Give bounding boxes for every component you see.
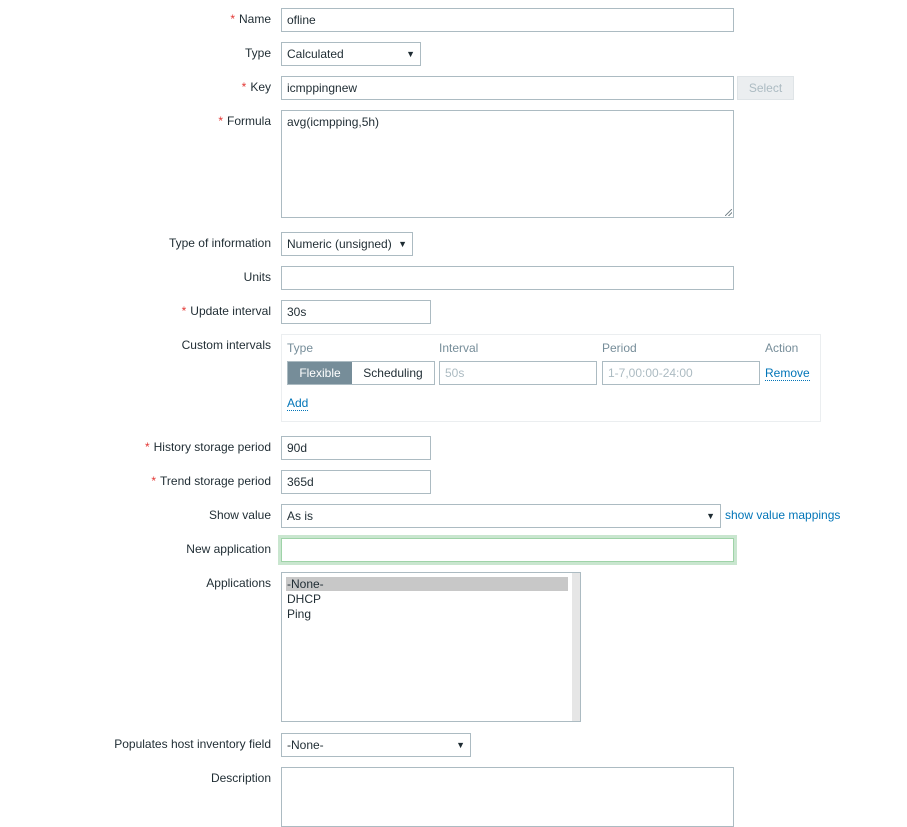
applications-option-ping[interactable]: Ping: [287, 607, 312, 621]
flexible-toggle[interactable]: Flexible: [288, 362, 352, 384]
update-interval-input[interactable]: 30s: [281, 300, 431, 324]
type-of-information-label: Type of information: [168, 236, 271, 250]
trend-storage-input[interactable]: 365d: [281, 470, 431, 494]
required-marker: *: [151, 474, 157, 488]
add-interval-link[interactable]: Add: [287, 396, 309, 410]
required-marker: *: [144, 440, 150, 454]
description-textarea[interactable]: [281, 767, 734, 827]
interval-type-toggle: [287, 361, 435, 385]
show-value-mappings-link[interactable]: show value mappings: [725, 508, 841, 522]
type-of-information-select[interactable]: [281, 232, 413, 256]
units-label: Units: [243, 270, 271, 284]
formula-textarea[interactable]: [281, 110, 734, 218]
history-storage-label: * History storage period: [144, 440, 271, 454]
applications-scrollbar[interactable]: [572, 573, 580, 721]
header-interval: Interval: [439, 341, 479, 355]
caret-down-icon: ▼: [398, 239, 407, 249]
period-input[interactable]: 1-7,00:00-24:00: [602, 361, 760, 385]
show-value-select[interactable]: [281, 504, 721, 528]
type-select-value: Calculated: [287, 47, 344, 61]
inventory-field-value: -None-: [287, 738, 324, 752]
type-label: Type: [244, 46, 271, 60]
custom-intervals-label: Custom intervals: [181, 338, 271, 352]
key-select-button[interactable]: Select: [737, 76, 794, 100]
required-marker: *: [218, 114, 223, 128]
type-of-information-value: Numeric (unsigned): [287, 237, 392, 251]
interval-input[interactable]: 50s: [439, 361, 597, 385]
formula-text: avg(icmpping,5h): [287, 115, 380, 129]
show-value-select-value: As is: [287, 509, 314, 523]
applications-option-none[interactable]: -None-: [286, 577, 568, 591]
header-action: Action: [765, 341, 799, 355]
inventory-field-select[interactable]: [281, 733, 471, 757]
remove-link[interactable]: Remove: [765, 366, 810, 380]
header-period: Period: [602, 341, 637, 355]
key-input[interactable]: icmppingnew: [281, 76, 734, 100]
description-label: Description: [210, 771, 271, 785]
inventory-field-label: Populates host inventory field: [114, 737, 271, 751]
resize-grip-icon[interactable]: [725, 209, 732, 216]
applications-label: Applications: [206, 576, 271, 590]
name-label: * Name: [230, 12, 271, 26]
update-interval-label: * Update interval: [181, 304, 271, 318]
new-application-input[interactable]: [281, 538, 734, 562]
caret-down-icon: ▼: [706, 511, 715, 521]
caret-down-icon: ▼: [406, 49, 415, 59]
applications-listbox[interactable]: [281, 572, 581, 722]
units-input[interactable]: [281, 266, 734, 290]
caret-down-icon: ▼: [456, 740, 465, 750]
custom-intervals-table: [281, 334, 821, 422]
formula-label: * Formula: [218, 114, 271, 128]
key-label: * Key: [241, 80, 271, 94]
show-value-label: Show value: [208, 508, 271, 522]
required-marker: *: [241, 80, 247, 94]
scheduling-toggle[interactable]: Scheduling: [352, 362, 434, 384]
name-input[interactable]: ofline: [281, 8, 734, 32]
trend-storage-label: * Trend storage period: [151, 474, 271, 488]
history-storage-input[interactable]: 90d: [281, 436, 431, 460]
required-marker: *: [230, 12, 235, 26]
type-select[interactable]: [281, 42, 421, 66]
required-marker: *: [181, 304, 187, 318]
applications-option-dhcp[interactable]: DHCP: [287, 592, 322, 606]
header-type: Type: [287, 341, 314, 355]
new-application-label: New application: [186, 542, 271, 556]
